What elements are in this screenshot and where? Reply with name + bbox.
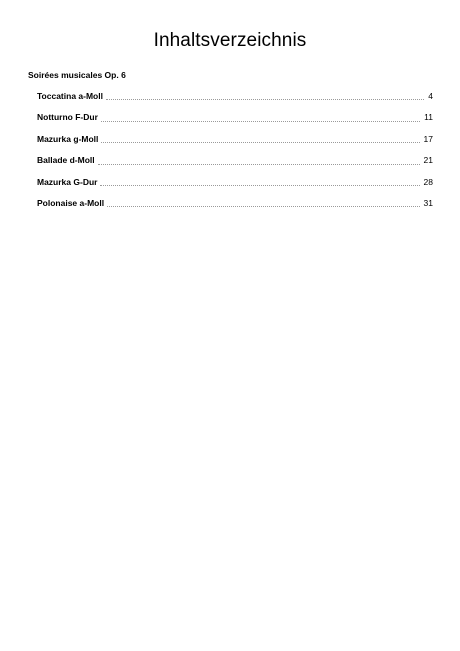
toc-entry-title: Mazurka g-Moll [37,133,99,144]
dot-leader [107,206,419,207]
dot-leader [101,142,419,143]
toc-entry-ballade[interactable] [37,150,433,171]
toc-entry-title: Toccatina a-Moll [37,91,103,101]
toc-entry-title: Notturno F-Dur [37,112,98,123]
toc-entry-polonaise[interactable] [37,193,433,214]
toc-entry-mazurka-g-moll[interactable] [37,129,433,150]
dot-leader [98,164,420,165]
dot-leader [101,121,420,122]
toc-entry-page: 17 [423,133,433,144]
toc-entry-title: Ballade d-Moll [37,155,95,166]
toc-entry-page: 28 [423,176,433,187]
toc-entry-mazurka-g-dur[interactable] [37,172,433,193]
toc-entry-notturno[interactable] [37,107,433,128]
page-title: Inhaltsverzeichnis [153,30,307,51]
toc-entry-page: 31 [423,197,433,208]
toc-list [37,86,433,214]
toc-entry-page: 21 [423,155,433,166]
toc-entry-page: 4 [428,91,433,101]
toc-entry-toccatina[interactable] [37,86,433,107]
toc-entry-title: Polonaise a-Moll [37,197,105,208]
dot-leader [100,185,419,186]
section-heading: Soirées musicales Op. 6 [28,70,126,80]
toc-entry-page: 11 [424,112,433,123]
toc-entry-title: Mazurka G-Dur [37,176,98,187]
dot-leader [106,99,424,100]
